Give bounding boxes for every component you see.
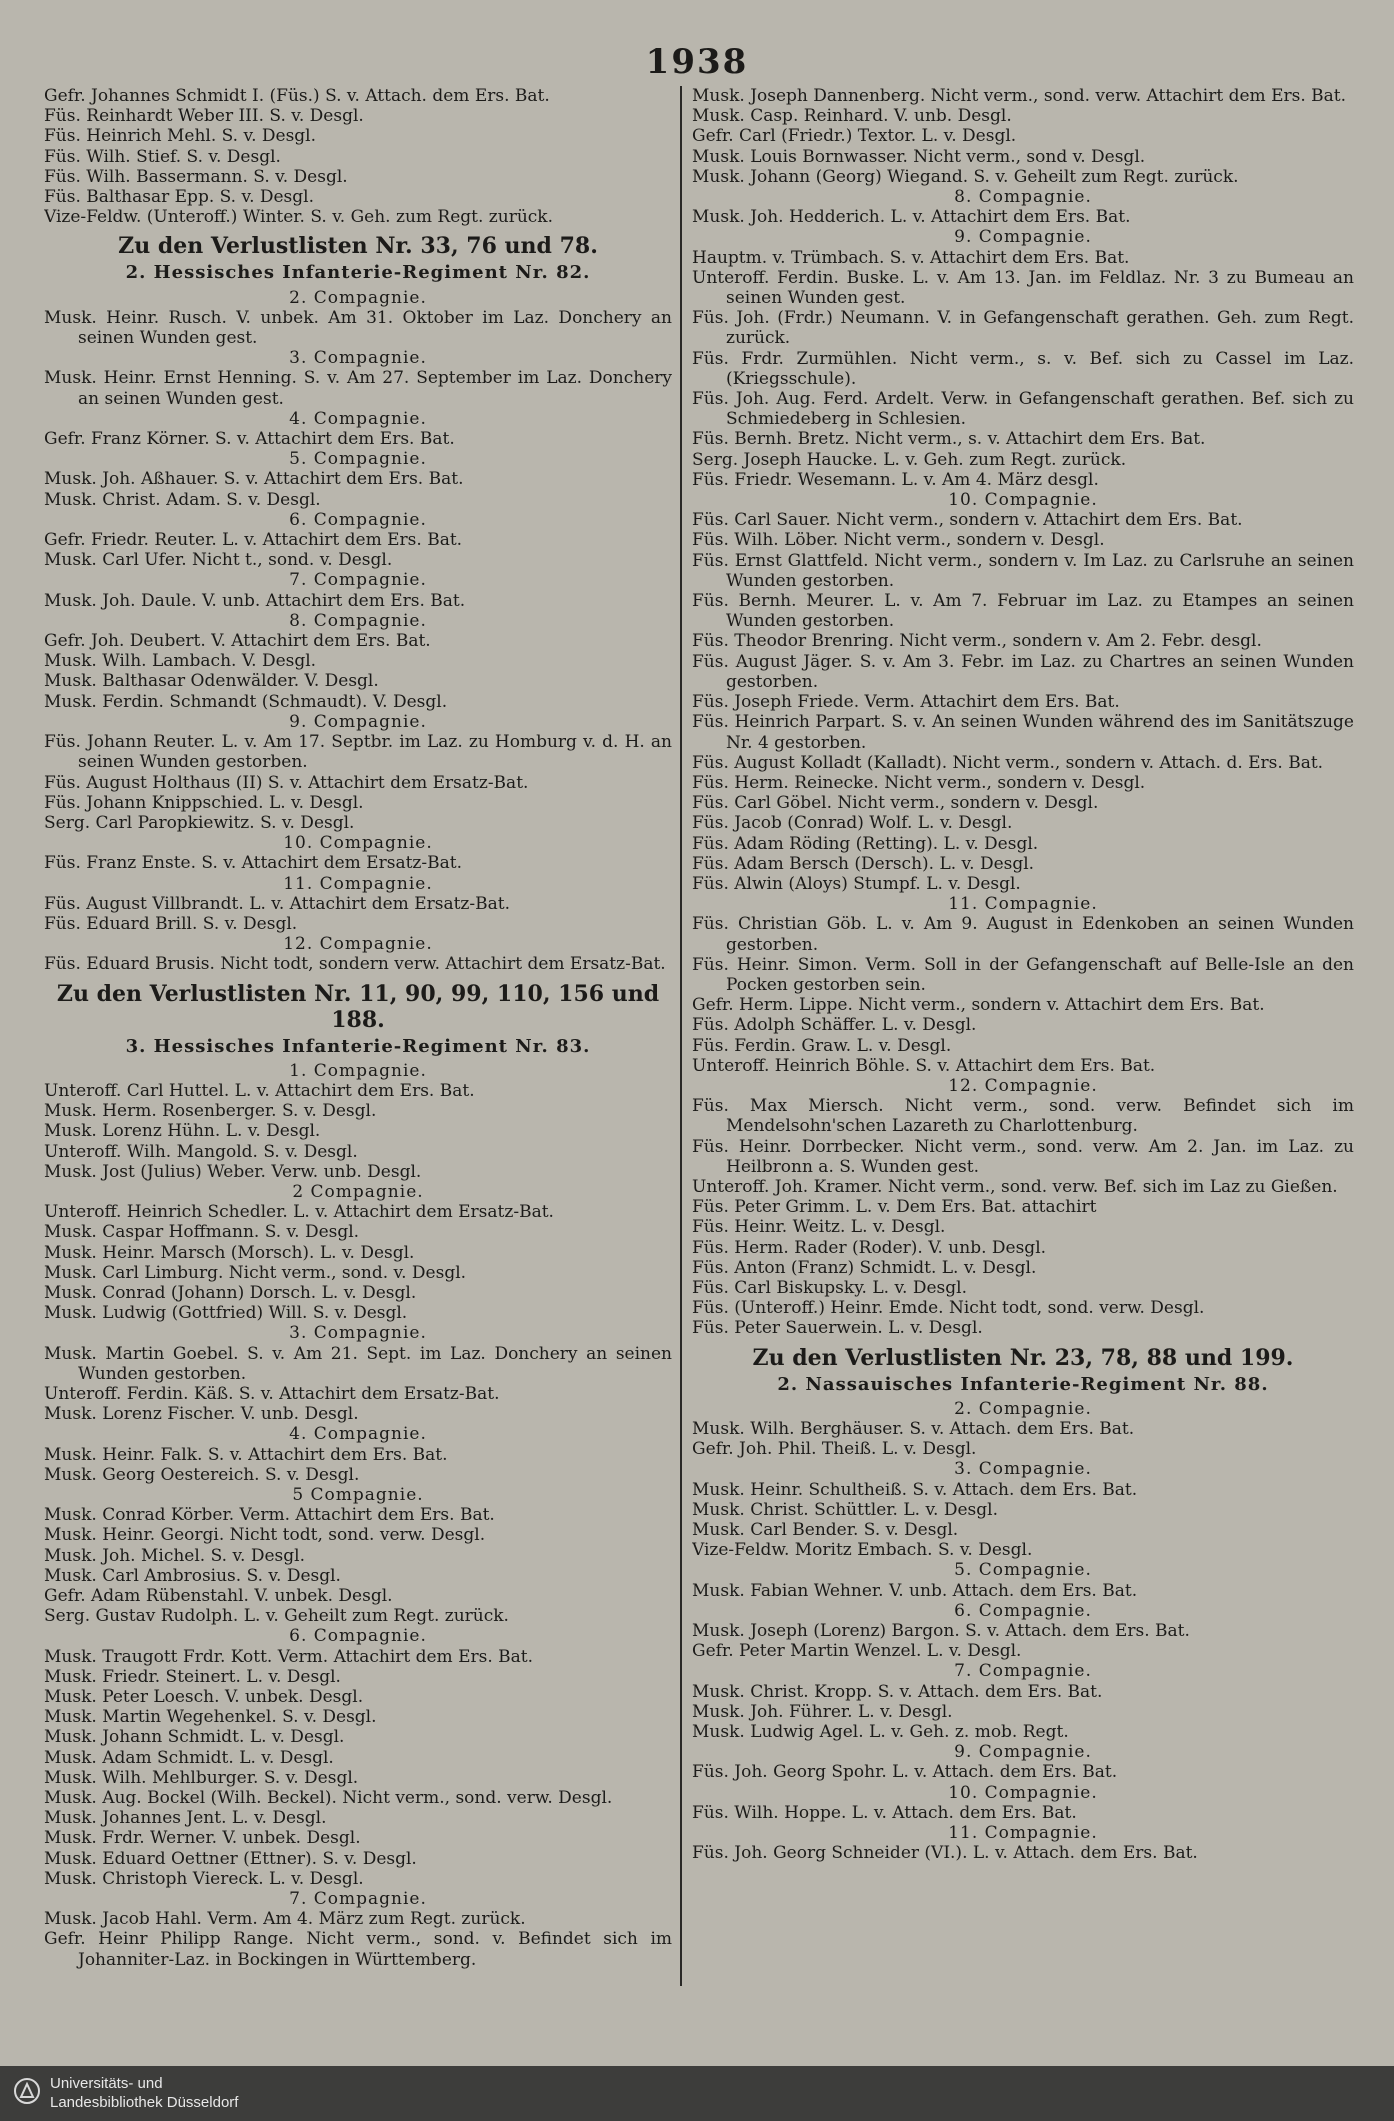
casualty-entry: Musk. Johannes Jent. L. v. Desgl.: [44, 1808, 327, 1829]
casualty-entry: Musk. Martin Wegehenkel. S. v. Desgl.: [44, 1707, 377, 1728]
casualty-entry: Musk. Heinr. Marsch (Morsch). L. v. Desgl.: [44, 1242, 415, 1263]
casualty-entry: Füs. Heinr. Weitz. L. v. Desgl.: [692, 1217, 946, 1238]
casualty-entry: Musk. Joh. Führer. L. v. Desgl.: [692, 1701, 953, 1722]
casualty-entry: Unteroff. Ferdin. Käß. S. v. Attachirt dem Ersatz-Bat.: [44, 1383, 500, 1404]
casualty-entry: Füs. Bernh. Meurer. L. v. Am 7. Februar im Laz. zu Etampes an seinen Wunden gestorben.: [692, 591, 1354, 632]
casualty-entry: Musk. Christ. Adam. S. v. Desgl.: [44, 489, 321, 510]
casualty-entry: Füs. Anton (Franz) Schmidt. L. v. Desgl.: [692, 1257, 1037, 1278]
footer-line-2: Landesbibliothek Düsseldorf: [50, 2094, 239, 2111]
company-heading: 6. Compagnie.: [289, 509, 427, 530]
casualty-entry: Füs. Wilh. Bassermann. S. v. Desgl.: [44, 166, 348, 187]
page-number: 1938: [645, 42, 749, 82]
casualty-entry: Musk. Joh. Aßhauer. S. v. Attachirt dem Ers. Bat.: [44, 469, 464, 490]
casualty-entry: Füs. Alwin (Aloys) Stumpf. L. v. Desgl.: [692, 873, 1021, 894]
casualty-entry: Musk. Aug. Bockel (Wilh. Beckel). Nicht verm., sond. verw. Desgl.: [44, 1788, 613, 1809]
casualty-entry: Füs. Heinr. Simon. Verm. Soll in der Gefangenschaft auf Belle-Isle an den Pocken gestorben sein.: [692, 954, 1354, 995]
casualty-entry: Musk. Johann Schmidt. L. v. Desgl.: [44, 1727, 345, 1748]
section-heading: Zu den Verlustlisten Nr. 11, 90, 99, 110, 156 und 188.: [56, 980, 660, 1033]
casualty-entry: Füs. August Villbrandt. L. v. Attachirt dem Ersatz-Bat.: [44, 893, 510, 914]
company-heading: 2. Compagnie.: [954, 1398, 1092, 1419]
company-heading: 3. Compagnie.: [289, 1323, 427, 1344]
casualty-entry: Musk. Jacob Hahl. Verm. Am 4. März zum Regt. zurück.: [44, 1909, 526, 1930]
company-heading: 8. Compagnie.: [289, 610, 427, 631]
casualty-entry: Füs. Adolph Schäffer. L. v. Desgl.: [692, 1015, 977, 1036]
casualty-entry: Musk. Ludwig Agel. L. v. Geh. z. mob. Regt.: [692, 1722, 1069, 1743]
casualty-entry: Musk. Balthasar Odenwälder. V. Desgl.: [44, 671, 379, 692]
section-heading: Zu den Verlustlisten Nr. 23, 78, 88 und 199.: [752, 1344, 1294, 1371]
casualty-entry: Musk. Heinr. Falk. S. v. Attachirt dem Ers. Bat.: [44, 1444, 448, 1465]
casualty-entry: Füs. Eduard Brusis. Nicht todt, sondern verw. Attachirt dem Ersatz-Bat.: [44, 954, 666, 975]
casualty-entry: Füs. Carl Sauer. Nicht verm., sondern v. Attachirt dem Ers. Bat.: [692, 510, 1243, 531]
casualty-entry: Musk. Traugott Frdr. Kott. Verm. Attachirt dem Ers. Bat.: [44, 1646, 534, 1667]
company-heading: 10. Compagnie.: [948, 1782, 1098, 1803]
casualty-entry: Gefr. Johannes Schmidt I. (Füs.) S. v. Attach. dem Ers. Bat.: [44, 86, 550, 106]
casualty-entry: Füs. Johann Knippschied. L. v. Desgl.: [44, 792, 364, 813]
casualty-entry: Hauptm. v. Trümbach. S. v. Attachirt dem Ers. Bat.: [692, 247, 1130, 268]
casualty-entry: Füs. Ernst Glattfeld. Nicht verm., sondern v. Im Laz. zu Carlsruhe an seinen Wunden gestorben.: [692, 550, 1354, 591]
casualty-entry: Füs. August Kolladt (Kalladt). Nicht verm., sondern v. Attach. d. Ers. Bat.: [692, 752, 1324, 773]
casualty-entry: Musk. Joseph Dannenberg. Nicht verm., sond. verw. Attachirt dem Ers. Bat.: [692, 86, 1347, 106]
casualty-entry: Füs. Eduard Brill. S. v. Desgl.: [44, 913, 298, 934]
casualty-entry: Musk. Joh. Michel. S. v. Desgl.: [44, 1545, 305, 1566]
library-logo-icon: [12, 2076, 42, 2106]
library-footer: [0, 2066, 1394, 2121]
casualty-entry: Füs. Heinrich Parpart. S. v. An seinen Wunden während des im Sanitätszuge Nr. 4 gestorben.: [692, 712, 1354, 753]
casualty-entry: Musk. Wilh. Lambach. V. Desgl.: [44, 651, 317, 672]
section-heading: Zu den Verlustlisten Nr. 33, 76 und 78.: [118, 233, 598, 260]
casualty-entry: Serg. Carl Paropkiewitz. S. v. Desgl.: [44, 812, 355, 833]
casualty-entry: Musk. Casp. Reinhard. V. unb. Desgl.: [692, 106, 1012, 127]
company-heading: 4. Compagnie.: [289, 408, 427, 429]
casualty-entry: Musk. Jost (Julius) Weber. Verw. unb. Desgl.: [44, 1161, 422, 1182]
casualty-entry: Musk. Peter Loesch. V. unbek. Desgl.: [44, 1687, 364, 1708]
company-heading: 9. Compagnie.: [289, 711, 427, 732]
regiment-heading: 2. Nassauisches Infanterie-Regiment Nr. 88.: [777, 1373, 1269, 1395]
company-heading: 11. Compagnie.: [948, 1823, 1098, 1844]
casualty-entry: Serg. Gustav Rudolph. L. v. Geheilt zum Regt. zurück.: [44, 1606, 509, 1627]
casualty-entry: Musk. Johann (Georg) Wiegand. S. v. Geheilt zum Regt. zurück.: [692, 166, 1239, 187]
company-heading: 7. Compagnie.: [289, 1889, 427, 1910]
right-column: [692, 86, 1354, 2046]
casualty-entry: Gefr. Carl (Friedr.) Textor. L. v. Desgl.: [692, 126, 1017, 147]
casualty-entry: Füs. Peter Sauerwein. L. v. Desgl.: [692, 1318, 983, 1339]
casualty-entry: Unteroff. Joh. Kramer. Nicht verm., sond. verw. Bef. sich im Laz zu Gießen.: [692, 1176, 1338, 1197]
casualty-entry: Musk. Ludwig (Gottfried) Will. S. v. Desgl.: [44, 1303, 408, 1324]
casualty-entry: Füs. Franz Enste. S. v. Attachirt dem Ersatz-Bat.: [44, 853, 462, 874]
casualty-entry: Füs. Ferdin. Graw. L. v. Desgl.: [692, 1035, 952, 1056]
casualty-entry: Füs. Joh. Georg Spohr. L. v. Attach. dem Ers. Bat.: [692, 1762, 1118, 1783]
casualty-entry: Vize-Feldw. Moritz Embach. S. v. Desgl.: [692, 1540, 1033, 1561]
casualty-entry: Musk. Heinr. Ernst Henning. S. v. Am 27. September im Laz. Donchery an seinen Wunden gest.: [44, 368, 672, 409]
casualty-entry: Musk. Friedr. Steinert. L. v. Desgl.: [44, 1666, 341, 1687]
company-heading: 9. Compagnie.: [954, 227, 1092, 248]
casualty-entry: Gefr. Heinr Philipp Range. Nicht verm., sond. v. Befindet sich im Johanniter-Laz. in Bockingen in Württemberg.: [44, 1929, 672, 1970]
casualty-entry: Musk. Louis Bornwasser. Nicht verm., sond v. Desgl.: [692, 146, 1146, 167]
company-heading: 6. Compagnie.: [954, 1600, 1092, 1621]
company-heading: 7. Compagnie.: [289, 570, 427, 591]
company-heading: 5. Compagnie.: [289, 449, 427, 470]
casualty-entry: Unteroff. Heinrich Schedler. L. v. Attachirt dem Ersatz-Bat.: [44, 1202, 554, 1223]
company-heading: 11. Compagnie.: [948, 894, 1098, 915]
left-column: [44, 86, 672, 2046]
casualty-entry: Füs. Reinhardt Weber III. S. v. Desgl.: [44, 106, 364, 127]
company-heading: 3. Compagnie.: [289, 348, 427, 369]
casualty-entry: Gefr. Peter Martin Wenzel. L. v. Desgl.: [692, 1641, 1022, 1662]
casualty-entry: Füs. Herm. Reinecke. Nicht verm., sondern v. Desgl.: [692, 772, 1146, 793]
casualty-entry: Musk. Joh. Daule. V. unb. Attachirt dem Ers. Bat.: [44, 590, 466, 611]
casualty-entry: Unteroff. Ferdin. Buske. L. v. Am 13. Jan. im Feldlaz. Nr. 3 zu Bumeau an seinen Wunden gest.: [692, 267, 1354, 309]
casualty-entry: Füs. Carl Biskupsky. L. v. Desgl.: [692, 1277, 967, 1298]
company-heading: 9. Compagnie.: [954, 1742, 1092, 1763]
casualty-entry: Musk. Martin Goebel. S. v. Am 21. Sept. im Laz. Donchery an seinen Wunden gestorben.: [44, 1343, 672, 1384]
footer-line-1: Universitäts- und: [50, 2075, 163, 2092]
casualty-entry: Füs. Wilh. Löber. Nicht verm., sondern v. Desgl.: [692, 530, 1105, 551]
casualty-entry: Musk. Fabian Wehner. V. unb. Attach. dem Ers. Bat.: [692, 1580, 1138, 1601]
casualty-entry: Füs. Frdr. Zurmühlen. Nicht verm., s. v. Bef. sich zu Cassel im Laz. (Kriegsschule).: [692, 348, 1354, 389]
company-heading: 11. Compagnie.: [283, 873, 433, 894]
company-heading: 7. Compagnie.: [954, 1661, 1092, 1682]
company-heading: 10. Compagnie.: [283, 833, 433, 854]
company-heading: 5. Compagnie.: [954, 1560, 1092, 1581]
casualty-entry: Gefr. Franz Körner. S. v. Attachirt dem Ers. Bat.: [44, 429, 455, 450]
casualty-entry: Füs. Joseph Friede. Verm. Attachirt dem Ers. Bat.: [692, 692, 1120, 713]
casualty-entry: Musk. Conrad Körber. Verm. Attachirt dem Ers. Bat.: [44, 1505, 495, 1526]
casualty-entry: Musk. Wilh. Berghäuser. S. v. Attach. dem Ers. Bat.: [692, 1419, 1135, 1439]
casualty-entry: Füs. Herm. Rader (Roder). V. unb. Desgl.: [692, 1237, 1047, 1258]
casualty-entry: Füs. Wilh. Stief. S. v. Desgl.: [44, 146, 281, 167]
casualty-entry: Musk. Wilh. Mehlburger. S. v. Desgl.: [44, 1767, 359, 1788]
casualty-entry: Füs. Bernh. Bretz. Nicht verm., s. v. Attachirt dem Ers. Bat.: [692, 429, 1206, 450]
casualty-entry: Serg. Joseph Haucke. L. v. Geh. zum Regt. zurück.: [692, 449, 1127, 470]
regiment-heading: 3. Hessisches Infanterie-Regiment Nr. 83.: [125, 1035, 591, 1057]
casualty-entry: Musk. Christ. Kropp. S. v. Attach. dem Ers. Bat.: [692, 1681, 1103, 1702]
casualty-entry: Musk. Joh. Hedderich. L. v. Attachirt dem Ers. Bat.: [692, 207, 1131, 228]
casualty-entry: Füs. Adam Röding (Retting). L. v. Desgl.: [692, 833, 1039, 854]
casualty-entry: Musk. Ferdin. Schmandt (Schmaudt). V. Desgl.: [44, 691, 448, 712]
casualty-entry: Füs. (Unteroff.) Heinr. Emde. Nicht todt, sond. verw. Desgl.: [692, 1298, 1205, 1319]
casualty-entry: Musk. Carl Ufer. Nicht t., sond. v. Desgl.: [44, 550, 393, 571]
casualty-entry: Musk. Frdr. Werner. V. unbek. Desgl.: [44, 1828, 361, 1849]
casualty-entry: Füs. Theodor Brenring. Nicht verm., sondern v. Am 2. Febr. desgl.: [692, 631, 1262, 652]
casualty-entry: Musk. Carl Limburg. Nicht verm., sond. v. Desgl.: [44, 1262, 467, 1283]
casualty-entry: Musk. Georg Oestereich. S. v. Desgl.: [44, 1464, 360, 1485]
casualty-entry: Musk. Carl Bender. S. v. Desgl.: [692, 1520, 959, 1541]
casualty-entry: Füs. Balthasar Epp. S. v. Desgl.: [44, 187, 315, 208]
company-heading: 1. Compagnie.: [289, 1060, 427, 1081]
casualty-entry: Musk. Carl Ambrosius. S. v. Desgl.: [44, 1565, 341, 1586]
casualty-entry: Musk. Joseph (Lorenz) Bargon. S. v. Attach. dem Ers. Bat.: [692, 1621, 1190, 1642]
casualty-entry: Musk. Conrad (Johann) Dorsch. L. v. Desgl.: [44, 1282, 417, 1303]
casualty-entry: Vize-Feldw. (Unteroff.) Winter. S. v. Geh. zum Regt. zurück.: [44, 207, 554, 228]
company-heading: 4. Compagnie.: [289, 1424, 427, 1445]
company-heading: 12. Compagnie.: [948, 1075, 1098, 1096]
casualty-entry: Füs. Carl Göbel. Nicht verm., sondern v. Desgl.: [692, 793, 1099, 814]
casualty-entry: Musk. Christ. Schüttler. L. v. Desgl.: [692, 1499, 998, 1520]
regiment-heading: 2. Hessisches Infanterie-Regiment Nr. 82.: [125, 262, 591, 284]
casualty-entry: Füs. Joh. Aug. Ferd. Ardelt. Verw. in Gefangenschaft gerathen. Bef. sich zu Schmiedeberg in Schlesien.: [692, 389, 1354, 430]
company-heading: 6. Compagnie.: [289, 1626, 427, 1647]
casualty-entry: Musk. Adam Schmidt. L. v. Desgl.: [44, 1747, 334, 1768]
casualty-entry: Füs. Johann Reuter. L. v. Am 17. Septbr. im Laz. zu Homburg v. d. H. an seinen Wunden gestorben.: [44, 732, 672, 773]
casualty-entry: Musk. Lorenz Hühn. L. v. Desgl.: [44, 1121, 321, 1142]
company-heading: 2. Compagnie.: [289, 287, 427, 308]
casualty-entry: Füs. August Jäger. S. v. Am 3. Febr. im Laz. zu Chartres an seinen Wunden gestorben.: [692, 651, 1354, 692]
casualty-entry: Gefr. Friedr. Reuter. L. v. Attachirt dem Ers. Bat.: [44, 530, 463, 551]
casualty-entry: Füs. Joh. Georg Schneider (VI.). L. v. Attach. dem Ers. Bat.: [692, 1843, 1198, 1864]
casualty-entry: Gefr. Adam Rübenstahl. V. unbek. Desgl.: [44, 1586, 393, 1607]
casualty-entry: Musk. Herm. Rosenberger. S. v. Desgl.: [44, 1101, 377, 1122]
casualty-entry: Musk. Lorenz Fischer. V. unb. Desgl.: [44, 1404, 359, 1425]
casualty-entry: Gefr. Joh. Deubert. V. Attachirt dem Ers. Bat.: [44, 631, 431, 652]
casualty-entry: Füs. Jacob (Conrad) Wolf. L. v. Desgl.: [692, 813, 1013, 834]
casualty-entry: Füs. Friedr. Wesemann. L. v. Am 4. März desgl.: [692, 469, 1099, 490]
company-heading: 8. Compagnie.: [954, 187, 1092, 208]
casualty-entry: Füs. Heinrich Mehl. S. v. Desgl.: [44, 126, 317, 147]
casualty-entry: Unteroff. Heinrich Böhle. S. v. Attachirt dem Ers. Bat.: [692, 1055, 1156, 1076]
casualty-entry: Musk. Caspar Hoffmann. S. v. Desgl.: [44, 1222, 360, 1243]
casualty-entry: Füs. Adam Bersch (Dersch). L. v. Desgl.: [692, 853, 1035, 874]
company-heading: 2 Compagnie.: [292, 1181, 424, 1202]
footer-text: [50, 2074, 238, 2112]
casualty-entry: Füs. Christian Göb. L. v. Am 9. August in Edenkoben an seinen Wunden gestorben.: [692, 914, 1354, 955]
company-heading: 5 Compagnie.: [292, 1485, 424, 1505]
casualty-entry: Füs. Max Miersch. Nicht verm., sond. verw. Befindet sich im Mendelsohn'schen Lazareth zu Charlottenburg.: [692, 1096, 1354, 1137]
casualty-entry: Musk. Heinr. Schultheiß. S. v. Attach. dem Ers. Bat.: [692, 1479, 1138, 1500]
casualty-entry: Musk. Eduard Oettner (Ettner). S. v. Desgl.: [44, 1848, 417, 1869]
company-heading: 12. Compagnie.: [283, 934, 433, 955]
casualty-entry: Gefr. Joh. Phil. Theiß. L. v. Desgl.: [692, 1439, 977, 1460]
casualty-entry: Füs. August Holthaus (II) S. v. Attachirt dem Ersatz-Bat.: [44, 772, 529, 793]
casualty-entry: Musk. Heinr. Rusch. V. unbek. Am 31. Oktober im Laz. Donchery an seinen Wunden gest.: [44, 307, 672, 349]
company-heading: 10. Compagnie.: [948, 490, 1098, 511]
casualty-entry: Gefr. Herm. Lippe. Nicht verm., sondern v. Attachirt dem Ers. Bat.: [692, 995, 1265, 1016]
casualty-entry: Unteroff. Carl Huttel. L. v. Attachirt dem Ers. Bat.: [44, 1080, 475, 1101]
casualty-entry: Füs. Peter Grimm. L. v. Dem Ers. Bat. attachirt: [692, 1197, 1097, 1218]
column-divider: [680, 86, 682, 1986]
casualty-entry: Unteroff. Wilh. Mangold. S. v. Desgl.: [44, 1141, 358, 1162]
casualty-entry: Musk. Christoph Viereck. L. v. Desgl.: [44, 1868, 364, 1889]
casualty-entry: Füs. Joh. (Frdr.) Neumann. V. in Gefangenschaft gerathen. Geh. zum Regt. zurück.: [692, 308, 1354, 349]
casualty-entry: Musk. Heinr. Georgi. Nicht todt, sond. verw. Desgl.: [44, 1525, 486, 1546]
company-heading: 3. Compagnie.: [954, 1459, 1092, 1480]
casualty-entry: Füs. Heinr. Dorrbecker. Nicht verm., sond. verw. Am 2. Jan. im Laz. zu Heilbronn a. S. Wunden gest.: [692, 1136, 1354, 1177]
casualty-entry: Füs. Wilh. Hoppe. L. v. Attach. dem Ers. Bat.: [692, 1802, 1077, 1823]
